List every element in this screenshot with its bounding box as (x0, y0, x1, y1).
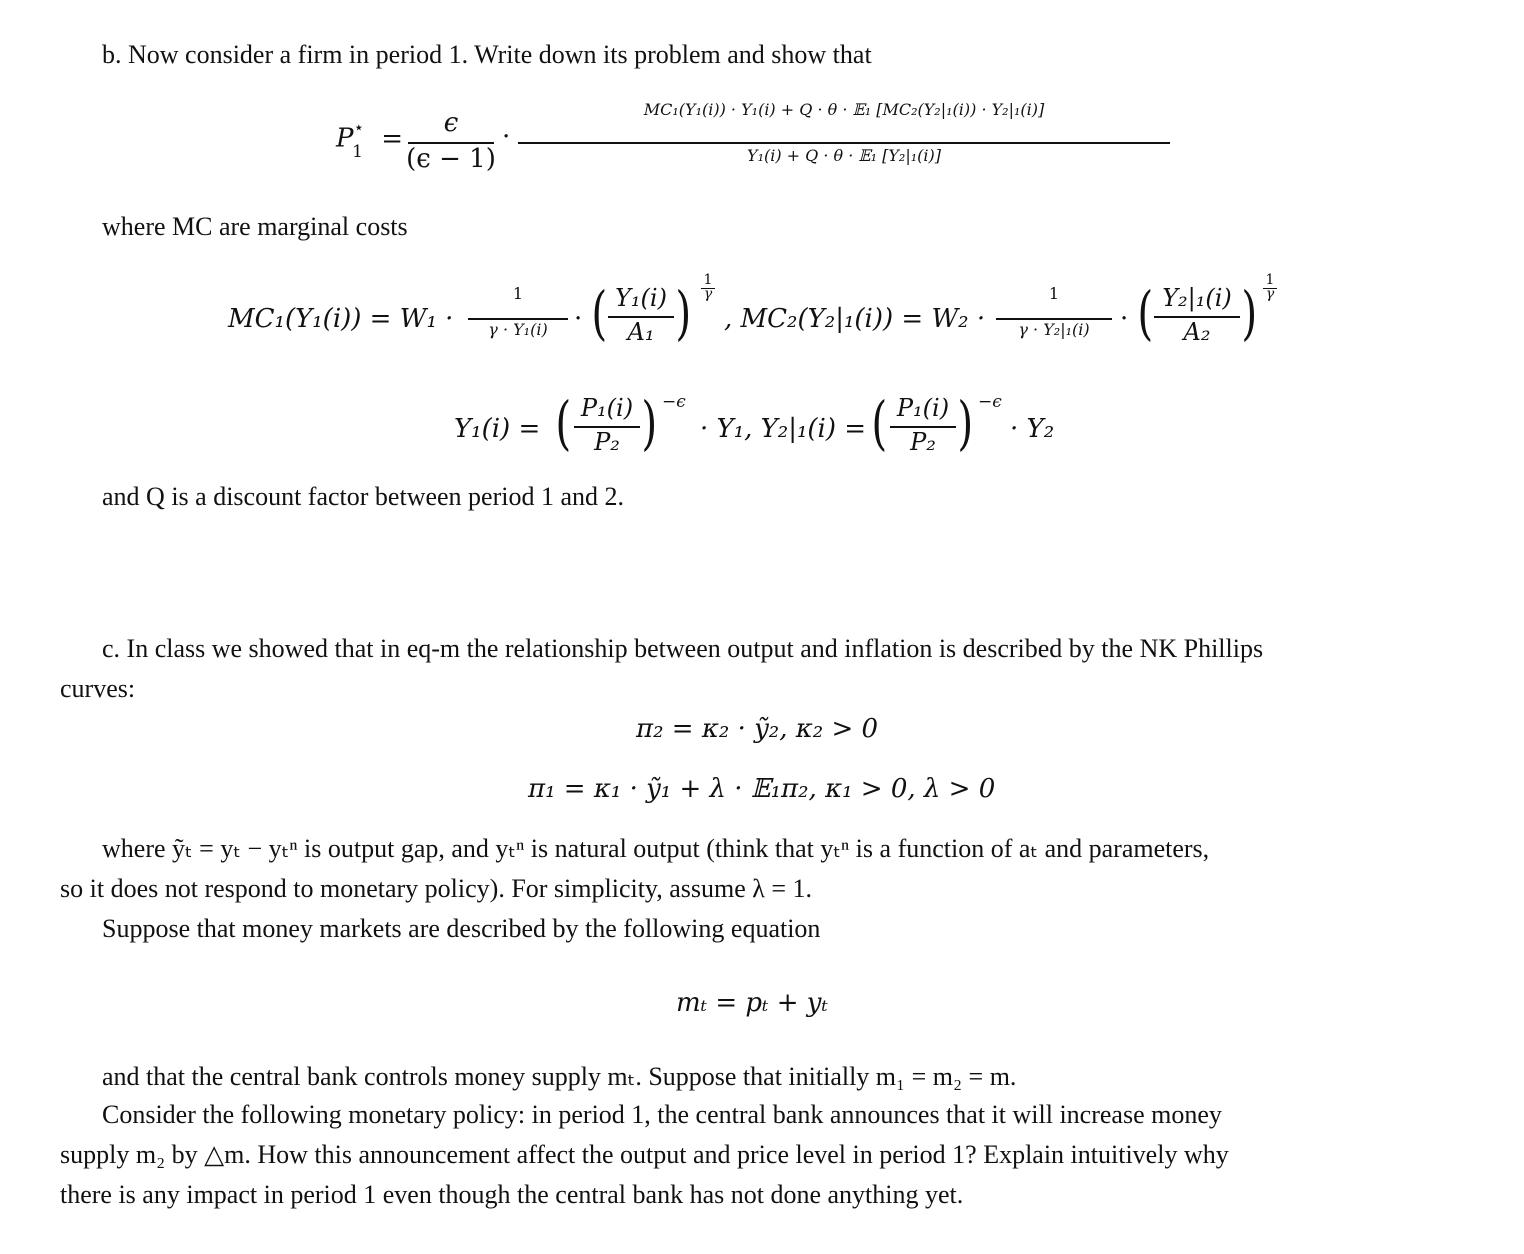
y2-rhs: · Y₂ (1010, 414, 1055, 444)
eq-pstar-lhs: $P^⋆_1$ = (336, 118, 404, 162)
where-mc-text: where MC are marginal costs (102, 212, 408, 241)
money-market-intro: Suppose that money markets are described by the following equation (102, 914, 821, 943)
y1-lhs: Y₁(i) = (454, 414, 541, 444)
mc1-fraction: 1 γ · Y₁(i) (466, 284, 570, 356)
eq-pstar-main-fraction: MC₁(Y₁(i)) · Y₁(i) + Q · θ · 𝔼₁ [MC₂(Y₂|₁(i)) · Y₂|₁(i)] Y₁(i) + Q · θ · 𝔼₁ [Y₂|₁(i)] (518, 100, 1170, 180)
mc2-lhs: , MC₂(Y₂|₁(i)) = W₂ · (724, 304, 986, 334)
part-c-intro-line2: curves: (60, 674, 136, 703)
output-gap-line2: so it does not respond to monetary policy). For simplicity, assume λ = 1. (60, 874, 813, 903)
mc2-exponent: 1 γ (1260, 272, 1280, 302)
y1-exponent: −ϵ (662, 392, 686, 412)
eq-money: mₜ = pₜ + yₜ (676, 988, 828, 1018)
part-c-intro-line1: c. In class we showed that in eq-m the relationship between output and inflation is described by the NK Phillips (102, 634, 1264, 663)
mc2-fraction: 1 γ · Y₂|₁(i) (994, 284, 1114, 356)
policy-line2: supply m₂ by △m. How this announcement affect the output and price level in period 1? Explain intuitively why (60, 1140, 1229, 1169)
part-b-intro: b. Now consider a firm in period 1. Write down its problem and show that (102, 40, 872, 69)
mc2-paren-fraction: Y₂|₁(i) A₂ (1152, 284, 1242, 356)
mc1-paren-fraction: Y₁(i) A₁ (606, 284, 676, 356)
eq-pstar-eps-fraction: ϵ (ϵ − 1) (406, 108, 496, 174)
policy-line3: there is any impact in period 1 even though the central bank has not done anything yet. (60, 1180, 964, 1209)
eq-phillips-pi2: π₂ = κ₂ · ỹ₂, κ₂ > 0 (636, 714, 879, 744)
y2-paren-fraction: P₁(i) P₂ (888, 394, 958, 466)
y2-exponent: −ϵ (978, 392, 1002, 412)
mc1-lhs: MC₁(Y₁(i)) = W₁ · (228, 304, 454, 334)
mc1-exponent: 1 γ (698, 272, 718, 302)
y1-rhs: · Y₁, Y₂|₁(i) = (700, 414, 867, 444)
eq-phillips-pi1: π₁ = κ₁ · ỹ₁ + λ · 𝔼₁π₂, κ₁ > 0, λ > 0 (528, 774, 996, 804)
policy-line1: Consider the following monetary policy: in period 1, the central bank announces that it will increase money (102, 1100, 1222, 1129)
discount-factor-text: and Q is a discount factor between period 1 and 2. (102, 482, 625, 511)
central-bank-line: and that the central bank controls money supply mₜ. Suppose that initially m₁ = m₂ = m. (102, 1062, 1017, 1091)
y1-paren-fraction: P₁(i) P₂ (572, 394, 642, 466)
output-gap-line1: where ỹₜ = yₜ − yₜⁿ is output gap, and yₜⁿ is natural output (think that yₜⁿ is a function of aₜ and parameters, (102, 834, 1210, 863)
